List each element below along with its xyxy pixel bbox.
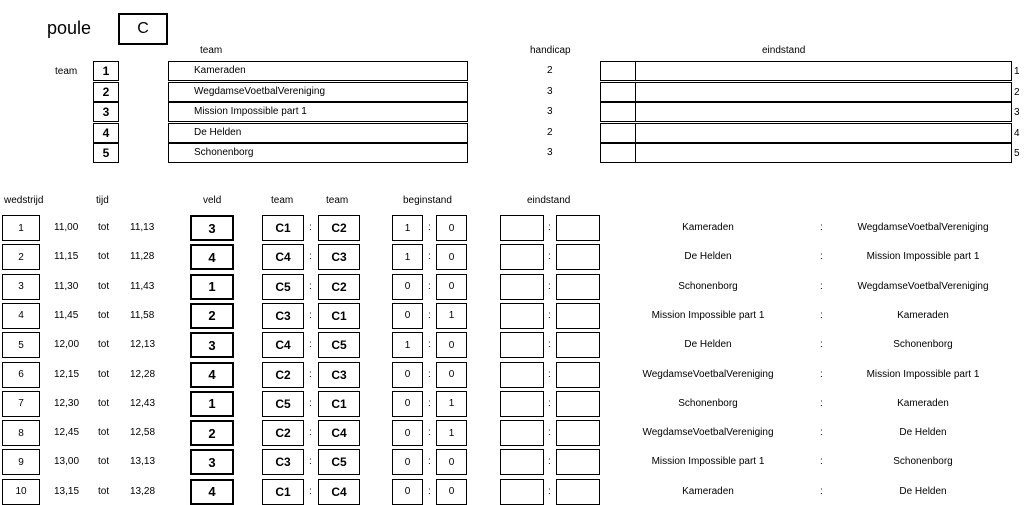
match-begin2-cell: 0 bbox=[436, 479, 467, 505]
team-number-cell bbox=[93, 143, 119, 163]
poule-value: C bbox=[137, 20, 149, 37]
eindstand-col-header: eindstand bbox=[762, 45, 806, 56]
match-end-time: 11,43 bbox=[130, 280, 155, 292]
match-name-separator: : bbox=[820, 485, 823, 497]
match-eind1-input[interactable] bbox=[500, 479, 544, 505]
match-veld-cell: 3 bbox=[190, 332, 234, 358]
match-number-cell: 10 bbox=[2, 479, 40, 505]
match-begin-separator: : bbox=[428, 485, 431, 497]
match-tot: tot bbox=[98, 280, 110, 292]
match-eind1-input[interactable] bbox=[500, 303, 544, 329]
match-begin-separator: : bbox=[428, 427, 431, 439]
match-eind-separator: : bbox=[548, 397, 551, 409]
match-eind1-input[interactable] bbox=[500, 449, 544, 475]
team-rank: 1 bbox=[1014, 66, 1020, 77]
match-veld-cell: 2 bbox=[190, 420, 234, 446]
team-name-cell[interactable]: WegdamseVoetbalVereniging bbox=[168, 82, 468, 102]
team-number-cell bbox=[93, 82, 119, 102]
match-begin-separator: : bbox=[428, 397, 431, 409]
team2-header: team bbox=[326, 195, 349, 206]
match-name-separator: : bbox=[820, 339, 823, 351]
match-name2: Schonenborg bbox=[893, 456, 953, 468]
eindstand-divider bbox=[635, 103, 636, 121]
match-team1-cell: C5 bbox=[262, 391, 304, 417]
match-team1-cell: C5 bbox=[262, 274, 304, 300]
match-name1: Mission Impossible part 1 bbox=[651, 456, 765, 468]
match-name-separator: : bbox=[820, 456, 823, 468]
team-eindstand-cell[interactable] bbox=[600, 102, 1012, 122]
team-name-cell[interactable]: De Helden bbox=[168, 123, 468, 143]
match-end-time: 12,43 bbox=[130, 397, 156, 409]
match-begin2-cell: 0 bbox=[436, 449, 467, 475]
team-number: 4 bbox=[102, 125, 110, 140]
wedstrijd-header: wedstrijd bbox=[4, 195, 44, 206]
match-begin2-cell: 1 bbox=[436, 303, 467, 329]
match-team1-cell: C3 bbox=[262, 303, 304, 329]
team-name-cell[interactable]: Schonenborg bbox=[168, 143, 468, 163]
match-number-cell: 4 bbox=[2, 303, 40, 329]
match-tot: tot bbox=[98, 427, 110, 439]
match-team1-cell: C2 bbox=[262, 420, 304, 446]
match-begin2-cell: 0 bbox=[436, 244, 467, 270]
match-name-separator: : bbox=[820, 368, 823, 380]
match-name1: Kameraden bbox=[682, 222, 734, 233]
match-number-cell: 7 bbox=[2, 391, 40, 417]
match-eind-separator: : bbox=[548, 427, 551, 439]
match-begin1-cell: 1 bbox=[392, 332, 423, 358]
match-team2-cell: C2 bbox=[318, 215, 360, 241]
match-veld-cell: 4 bbox=[190, 244, 234, 270]
team-eindstand-cell[interactable] bbox=[600, 61, 1012, 81]
match-end-time: 13,13 bbox=[130, 456, 156, 468]
eindstand-divider bbox=[635, 144, 636, 162]
match-tot: tot bbox=[98, 339, 110, 351]
match-name2: De Helden bbox=[899, 485, 947, 497]
match-name1: WegdamseVoetbalVereniging bbox=[642, 427, 774, 439]
match-team2-cell: C5 bbox=[318, 449, 360, 475]
match-begin-separator: : bbox=[428, 368, 431, 380]
match-eind-separator: : bbox=[548, 456, 551, 468]
match-end-time: 11,58 bbox=[130, 309, 155, 321]
tijd-header: tijd bbox=[96, 195, 109, 206]
match-team1-cell: C4 bbox=[262, 244, 304, 270]
match-tot: tot bbox=[98, 456, 110, 468]
team-row-label: team bbox=[55, 66, 78, 77]
match-team-separator: : bbox=[309, 456, 312, 468]
team-rank: 5 bbox=[1014, 148, 1020, 159]
eindstand-divider bbox=[635, 83, 636, 101]
match-name-separator: : bbox=[820, 427, 823, 439]
team-number-cell bbox=[93, 123, 119, 143]
match-begin-separator: : bbox=[428, 222, 431, 233]
match-begin2-cell: 0 bbox=[436, 362, 467, 388]
team-handicap: 2 bbox=[547, 65, 553, 76]
match-team2-cell: C2 bbox=[318, 274, 360, 300]
match-team-separator: : bbox=[309, 368, 312, 380]
match-name2: WegdamseVoetbalVereniging bbox=[857, 222, 989, 233]
match-name1: Schonenborg bbox=[678, 397, 738, 409]
match-begin-separator: : bbox=[428, 309, 431, 321]
team-name-cell[interactable]: Mission Impossible part 1 bbox=[168, 102, 468, 122]
match-begin-separator: : bbox=[428, 456, 431, 468]
match-end-time: 11,28 bbox=[130, 251, 155, 263]
match-start-time: 13,00 bbox=[54, 456, 80, 468]
match-name-separator: : bbox=[820, 309, 823, 321]
match-team2-cell: C4 bbox=[318, 420, 360, 446]
match-team1-cell: C4 bbox=[262, 332, 304, 358]
match-team-separator: : bbox=[309, 309, 312, 321]
match-veld-cell: 4 bbox=[190, 479, 234, 505]
match-tot: tot bbox=[98, 222, 110, 233]
match-team2-cell: C1 bbox=[318, 303, 360, 329]
match-begin1-cell: 0 bbox=[392, 362, 423, 388]
match-end-time: 12,58 bbox=[130, 427, 156, 439]
match-name-separator: : bbox=[820, 222, 823, 233]
match-tot: tot bbox=[98, 309, 110, 321]
match-name2: WegdamseVoetbalVereniging bbox=[857, 280, 989, 292]
match-eind-separator: : bbox=[548, 222, 551, 233]
match-eind-separator: : bbox=[548, 309, 551, 321]
match-veld-cell: 2 bbox=[190, 303, 234, 329]
match-team-separator: : bbox=[309, 485, 312, 497]
match-team-separator: : bbox=[309, 280, 312, 292]
match-number-cell: 1 bbox=[2, 215, 40, 241]
match-team1-cell: C2 bbox=[262, 362, 304, 388]
handicap-col-header: handicap bbox=[530, 45, 571, 56]
match-team2-cell: C3 bbox=[318, 244, 360, 270]
poule-value-cell[interactable] bbox=[118, 13, 168, 45]
team-name-cell[interactable]: Kameraden bbox=[168, 61, 468, 81]
match-team1-cell: C3 bbox=[262, 449, 304, 475]
match-start-time: 11,00 bbox=[54, 222, 79, 233]
match-eind-separator: : bbox=[548, 251, 551, 263]
match-team-separator: : bbox=[309, 251, 312, 263]
match-begin2-cell: 1 bbox=[436, 391, 467, 417]
team-number-cell bbox=[93, 61, 119, 81]
team-handicap: 2 bbox=[547, 126, 553, 138]
team-number: 1 bbox=[102, 64, 110, 78]
match-veld-cell: 4 bbox=[190, 362, 234, 388]
match-begin1-cell: 0 bbox=[392, 274, 423, 300]
team-rank: 4 bbox=[1014, 127, 1020, 139]
team-rank: 3 bbox=[1014, 107, 1020, 118]
match-eind1-input[interactable] bbox=[500, 244, 544, 270]
match-eind1-input[interactable] bbox=[500, 420, 544, 446]
match-number-cell: 8 bbox=[2, 420, 40, 446]
match-eind-separator: : bbox=[548, 280, 551, 292]
match-veld-cell: 1 bbox=[190, 274, 234, 300]
match-number-cell: 2 bbox=[2, 244, 40, 270]
match-begin1-cell: 1 bbox=[392, 244, 423, 270]
match-begin1-cell: 1 bbox=[392, 215, 423, 241]
eindstand-divider bbox=[635, 62, 636, 80]
match-start-time: 11,15 bbox=[54, 251, 79, 263]
match-start-time: 11,45 bbox=[54, 309, 79, 321]
match-begin-separator: : bbox=[428, 280, 431, 292]
match-begin-separator: : bbox=[428, 251, 431, 263]
match-number-cell: 3 bbox=[2, 274, 40, 300]
match-number-cell: 9 bbox=[2, 449, 40, 475]
match-tot: tot bbox=[98, 368, 110, 380]
match-start-time: 13,15 bbox=[54, 485, 80, 497]
team1-header: team bbox=[271, 195, 294, 206]
match-name2: Mission Impossible part 1 bbox=[866, 368, 980, 380]
team-col-header: team bbox=[200, 45, 223, 56]
match-team1-cell: C1 bbox=[262, 215, 304, 241]
match-begin1-cell: 0 bbox=[392, 303, 423, 329]
match-team1-cell: C1 bbox=[262, 479, 304, 505]
match-begin2-cell: 1 bbox=[436, 420, 467, 446]
team-number: 5 bbox=[102, 146, 110, 160]
match-eind1-input[interactable] bbox=[500, 274, 544, 300]
team-number: 2 bbox=[102, 84, 110, 99]
match-begin2-cell: 0 bbox=[436, 332, 467, 358]
team-eindstand-cell[interactable] bbox=[600, 143, 1012, 163]
match-team-separator: : bbox=[309, 427, 312, 439]
match-name-separator: : bbox=[820, 397, 823, 409]
match-tot: tot bbox=[98, 251, 110, 263]
eindstand-header: eindstand bbox=[527, 195, 571, 206]
team-handicap: 3 bbox=[547, 106, 553, 117]
match-team-separator: : bbox=[309, 397, 312, 409]
match-name-separator: : bbox=[820, 280, 823, 292]
match-tot: tot bbox=[98, 485, 110, 497]
match-name2: Kameraden bbox=[897, 309, 949, 321]
match-name2: Mission Impossible part 1 bbox=[866, 251, 980, 263]
match-end-time: 13,28 bbox=[130, 485, 156, 497]
team-handicap: 3 bbox=[547, 85, 553, 97]
match-name1: De Helden bbox=[684, 251, 732, 263]
match-name2: De Helden bbox=[899, 427, 947, 439]
match-start-time: 11,30 bbox=[54, 280, 79, 292]
eindstand-divider bbox=[635, 124, 636, 142]
match-eind-separator: : bbox=[548, 339, 551, 351]
match-team2-cell: C1 bbox=[318, 391, 360, 417]
match-begin1-cell: 0 bbox=[392, 420, 423, 446]
match-start-time: 12,00 bbox=[54, 339, 80, 351]
match-eind1-input[interactable] bbox=[500, 362, 544, 388]
match-begin2-cell: 0 bbox=[436, 215, 467, 241]
match-name1: De Helden bbox=[684, 339, 732, 351]
match-team2-cell: C4 bbox=[318, 479, 360, 505]
veld-header: veld bbox=[203, 195, 222, 206]
match-veld-cell: 1 bbox=[190, 391, 234, 417]
match-number-cell: 5 bbox=[2, 332, 40, 358]
match-name1: Mission Impossible part 1 bbox=[651, 309, 765, 321]
team-eindstand-cell[interactable] bbox=[600, 123, 1012, 143]
match-name1: Schonenborg bbox=[678, 280, 738, 292]
match-begin2-cell: 0 bbox=[436, 274, 467, 300]
match-number-cell: 6 bbox=[2, 362, 40, 388]
match-eind1-input[interactable] bbox=[500, 215, 544, 241]
match-start-time: 12,30 bbox=[54, 397, 80, 409]
beginstand-header: beginstand bbox=[403, 195, 452, 206]
match-start-time: 12,15 bbox=[54, 368, 80, 380]
match-begin-separator: : bbox=[428, 339, 431, 351]
match-name2: Kameraden bbox=[897, 397, 949, 409]
match-end-time: 11,13 bbox=[130, 222, 155, 233]
match-veld-cell: 3 bbox=[190, 449, 234, 475]
match-team-separator: : bbox=[309, 339, 312, 351]
match-team2-cell: C5 bbox=[318, 332, 360, 358]
match-tot: tot bbox=[98, 397, 110, 409]
match-name-separator: : bbox=[820, 251, 823, 263]
match-veld-cell: 3 bbox=[190, 215, 234, 241]
poule-label: poule bbox=[47, 18, 92, 38]
match-begin1-cell: 0 bbox=[392, 479, 423, 505]
match-end-time: 12,13 bbox=[130, 339, 156, 351]
match-name1: Kameraden bbox=[682, 485, 734, 497]
team-number: 3 bbox=[102, 105, 110, 119]
match-begin1-cell: 0 bbox=[392, 391, 423, 417]
team-rank: 2 bbox=[1014, 86, 1020, 98]
match-begin1-cell: 0 bbox=[392, 449, 423, 475]
match-eind-separator: : bbox=[548, 368, 551, 380]
match-name1: WegdamseVoetbalVereniging bbox=[642, 368, 774, 380]
match-start-time: 12,45 bbox=[54, 427, 80, 439]
match-end-time: 12,28 bbox=[130, 368, 156, 380]
match-eind-separator: : bbox=[548, 485, 551, 497]
match-team-separator: : bbox=[309, 222, 312, 233]
match-name2: Schonenborg bbox=[893, 339, 953, 351]
team-handicap: 3 bbox=[547, 147, 553, 158]
match-eind1-input[interactable] bbox=[500, 391, 544, 417]
match-eind1-input[interactable] bbox=[500, 332, 544, 358]
team-eindstand-cell[interactable] bbox=[600, 82, 1012, 102]
team-number-cell bbox=[93, 102, 119, 122]
match-team2-cell: C3 bbox=[318, 362, 360, 388]
